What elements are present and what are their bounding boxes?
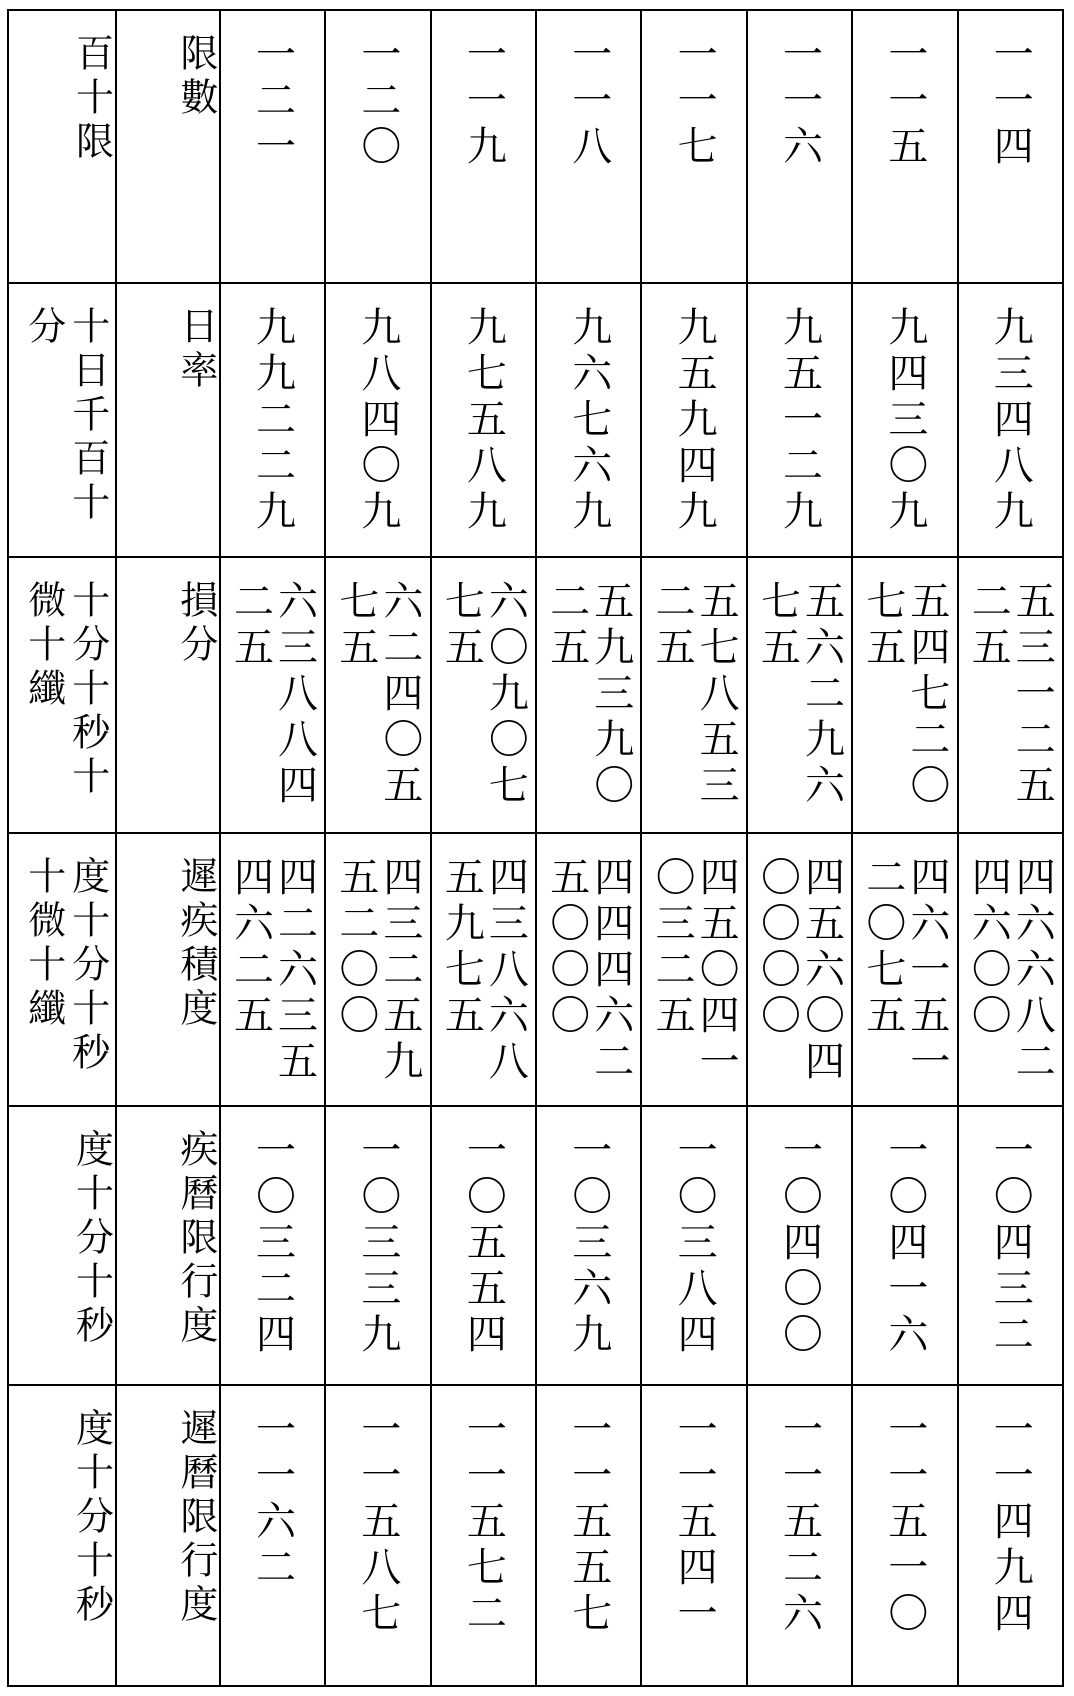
unit-cell-text-2: 分: [21, 306, 66, 351]
value-cell-text-2: 二五: [649, 579, 696, 672]
value-cell-text-2: 七五: [332, 579, 379, 672]
value-cell: [747, 10, 852, 283]
value-cell-text-1: 九八四〇九: [354, 306, 401, 537]
value-cell-text-1: 六三八八四: [271, 579, 318, 810]
value-cell-text-2: 七五: [859, 579, 906, 672]
value-cell: [747, 1385, 852, 1686]
value-cell: [958, 1385, 1063, 1686]
value-cell-text-1: 九七五八九: [460, 306, 507, 537]
row-label-cell: [116, 1106, 220, 1385]
value-cell: [325, 1385, 430, 1686]
value-cell-text-2: 五〇〇〇: [543, 855, 590, 1040]
value-cell-text-1: 一一八: [565, 33, 612, 171]
value-cell: [852, 833, 957, 1106]
value-cell-text-1: 一〇四〇〇: [776, 1128, 823, 1359]
value-cell-text-2: 四六二五: [227, 855, 274, 1040]
value-cell: [641, 283, 746, 556]
value-cell: [431, 833, 536, 1106]
value-cell: [536, 1106, 641, 1385]
value-cell: [325, 557, 430, 833]
value-cell-text-2: 二五: [227, 579, 274, 672]
value-cell: [747, 833, 852, 1106]
table-row-loss-fraction: [8, 557, 1063, 833]
value-cell: [431, 1385, 536, 1686]
value-cell-text-1: 一二〇: [354, 33, 401, 171]
row-label-cell-text-1: 疾曆限行度: [173, 1128, 218, 1349]
value-cell: [747, 557, 852, 833]
value-cell-text-1: 九五一二九: [776, 306, 823, 537]
row-label-cell-text-1: 遲曆限行度: [173, 1407, 218, 1628]
value-cell-text-1: 一一九: [460, 33, 507, 171]
row-label-cell-text-1: 遲疾積度: [173, 855, 218, 1032]
value-cell: [325, 10, 430, 283]
value-cell-text-1: 六〇九〇七: [482, 579, 529, 810]
value-cell-text-1: 一〇三二四: [249, 1128, 296, 1359]
value-cell: [536, 833, 641, 1106]
value-cell-text-1: 一一五一〇: [881, 1407, 928, 1638]
value-cell-text-2: 二〇七五: [859, 855, 906, 1040]
value-cell-text-1: 一一五二六: [776, 1407, 823, 1638]
value-cell-text-2: 二五: [965, 579, 1012, 672]
unit-cell: [8, 283, 116, 556]
value-cell: [431, 1106, 536, 1385]
value-cell: [325, 1106, 430, 1385]
value-cell-text-1: 五七八五三: [693, 579, 740, 810]
row-label-cell: [116, 557, 220, 833]
value-cell-text-2: 〇〇〇〇: [754, 855, 801, 1040]
value-cell-text-1: 一一五七二: [460, 1407, 507, 1638]
value-cell-text-1: 四四四六二: [587, 855, 634, 1086]
value-cell: [220, 283, 325, 556]
value-cell: [536, 557, 641, 833]
value-cell-text-1: 五六二九六: [798, 579, 845, 810]
value-cell-text-2: 五二〇〇: [332, 855, 379, 1040]
value-cell-text-1: 一一六: [776, 33, 823, 171]
unit-cell-text-2: 十微十纖: [21, 855, 66, 1032]
value-cell: [958, 283, 1063, 556]
value-cell-text-1: 四二六三五: [271, 855, 318, 1086]
value-cell-text-1: 四五六〇四: [798, 855, 845, 1086]
value-cell-text-1: 一一五八七: [354, 1407, 401, 1638]
table-row-fast-limit-degree: [8, 1106, 1063, 1385]
unit-cell-text-1: 十日千百十: [65, 306, 110, 527]
unit-cell: [8, 1385, 116, 1686]
table-row-limit-number: [8, 10, 1063, 283]
value-cell: [852, 10, 957, 283]
table-row-slow-fast-accumulated-degree: [8, 833, 1063, 1106]
value-cell: [220, 557, 325, 833]
value-cell-text-2: 二五: [543, 579, 590, 672]
value-cell-text-2: 五九七五: [438, 855, 485, 1040]
value-cell: [536, 283, 641, 556]
table-row-slow-limit-degree: [8, 1385, 1063, 1686]
unit-cell-text-1: 十分十秒十: [65, 579, 110, 800]
row-label-cell: [116, 283, 220, 556]
value-cell-text-1: 一一六二: [249, 1407, 296, 1592]
value-cell: [641, 1106, 746, 1385]
value-cell-text-1: 四六六八二: [1009, 855, 1056, 1086]
row-label-cell-text-1: 損分: [173, 579, 218, 668]
value-cell-text-1: 四三二五九: [376, 855, 423, 1086]
value-cell-text-1: 一〇四三二: [987, 1128, 1034, 1359]
value-cell-text-1: 五三一二五: [1009, 579, 1056, 810]
value-cell-text-2: 七五: [754, 579, 801, 672]
value-cell-text-1: 九三四八九: [987, 306, 1034, 537]
value-cell: [536, 10, 641, 283]
unit-cell-text-1: 度十分十秒: [69, 1407, 114, 1628]
unit-cell-text-1: 度十分十秒: [69, 1128, 114, 1349]
value-cell: [958, 10, 1063, 283]
value-cell: [747, 283, 852, 556]
value-cell: [220, 833, 325, 1106]
value-cell: [641, 1385, 746, 1686]
value-cell: [747, 1106, 852, 1385]
value-cell-text-1: 一二一: [249, 33, 296, 171]
value-cell: [958, 557, 1063, 833]
value-cell: [431, 10, 536, 283]
unit-cell-text-2: 微十纖: [21, 579, 66, 712]
value-cell-text-2: 七五: [438, 579, 485, 672]
value-cell-text-1: 一〇三六九: [565, 1128, 612, 1359]
value-cell-text-2: 四六〇〇: [965, 855, 1012, 1040]
value-cell: [220, 1385, 325, 1686]
value-cell-text-1: 四六一五一: [903, 855, 950, 1086]
value-cell-text-1: 九六七六九: [565, 306, 612, 537]
value-cell: [641, 557, 746, 833]
value-cell: [852, 557, 957, 833]
value-cell-text-1: 五九三九〇: [587, 579, 634, 810]
value-cell-text-1: 一一四九四: [987, 1407, 1034, 1638]
value-cell: [220, 1106, 325, 1385]
value-cell-text-1: 五四七二〇: [903, 579, 950, 810]
value-cell: [220, 10, 325, 283]
value-cell-text-1: 一〇三三九: [354, 1128, 401, 1359]
value-cell-text-1: 一一五四一: [671, 1407, 718, 1638]
value-cell: [958, 1106, 1063, 1385]
row-label-cell: [116, 833, 220, 1106]
value-cell-text-1: 一〇四一六: [881, 1128, 928, 1359]
value-cell-text-1: 六二四〇五: [376, 579, 423, 810]
value-cell: [641, 833, 746, 1106]
value-cell-text-1: 一〇三八四: [671, 1128, 718, 1359]
value-cell-text-1: 九九二二九: [249, 306, 296, 537]
table-body: [8, 10, 1063, 1686]
value-cell: [852, 1385, 957, 1686]
value-cell: [431, 283, 536, 556]
unit-cell-text-1: 百十限: [69, 33, 114, 165]
value-cell-text-1: 一一四: [987, 33, 1034, 171]
value-cell: [325, 833, 430, 1106]
value-cell-text-2: 〇三二五: [649, 855, 696, 1040]
value-cell-text-1: 四五〇四一: [693, 855, 740, 1086]
value-cell-text-1: 一一五: [881, 33, 928, 171]
value-cell: [431, 557, 536, 833]
value-cell: [958, 833, 1063, 1106]
unit-cell-text-1: 度十分十秒: [65, 855, 110, 1076]
unit-cell: [8, 10, 116, 283]
value-cell-text-1: 一〇五五四: [460, 1128, 507, 1359]
row-label-cell-text-1: 日率: [173, 306, 218, 395]
value-cell-text-1: 九四三〇九: [881, 306, 928, 537]
value-cell-text-1: 一一七: [671, 33, 718, 171]
unit-cell: [8, 833, 116, 1106]
table-row-daily-rate: [8, 283, 1063, 556]
unit-cell: [8, 557, 116, 833]
row-label-cell-text-1: 限數: [173, 33, 218, 121]
almanac-table: [7, 9, 1064, 1687]
value-cell: [325, 283, 430, 556]
value-cell-text-1: 九五九四九: [671, 306, 718, 537]
unit-cell: [8, 1106, 116, 1385]
row-label-cell: [116, 1385, 220, 1686]
row-label-cell: [116, 10, 220, 283]
value-cell: [536, 1385, 641, 1686]
value-cell-text-1: 四三八六八: [482, 855, 529, 1086]
value-cell: [852, 1106, 957, 1385]
value-cell: [641, 10, 746, 283]
value-cell-text-1: 一一五五七: [565, 1407, 612, 1638]
value-cell: [852, 283, 957, 556]
